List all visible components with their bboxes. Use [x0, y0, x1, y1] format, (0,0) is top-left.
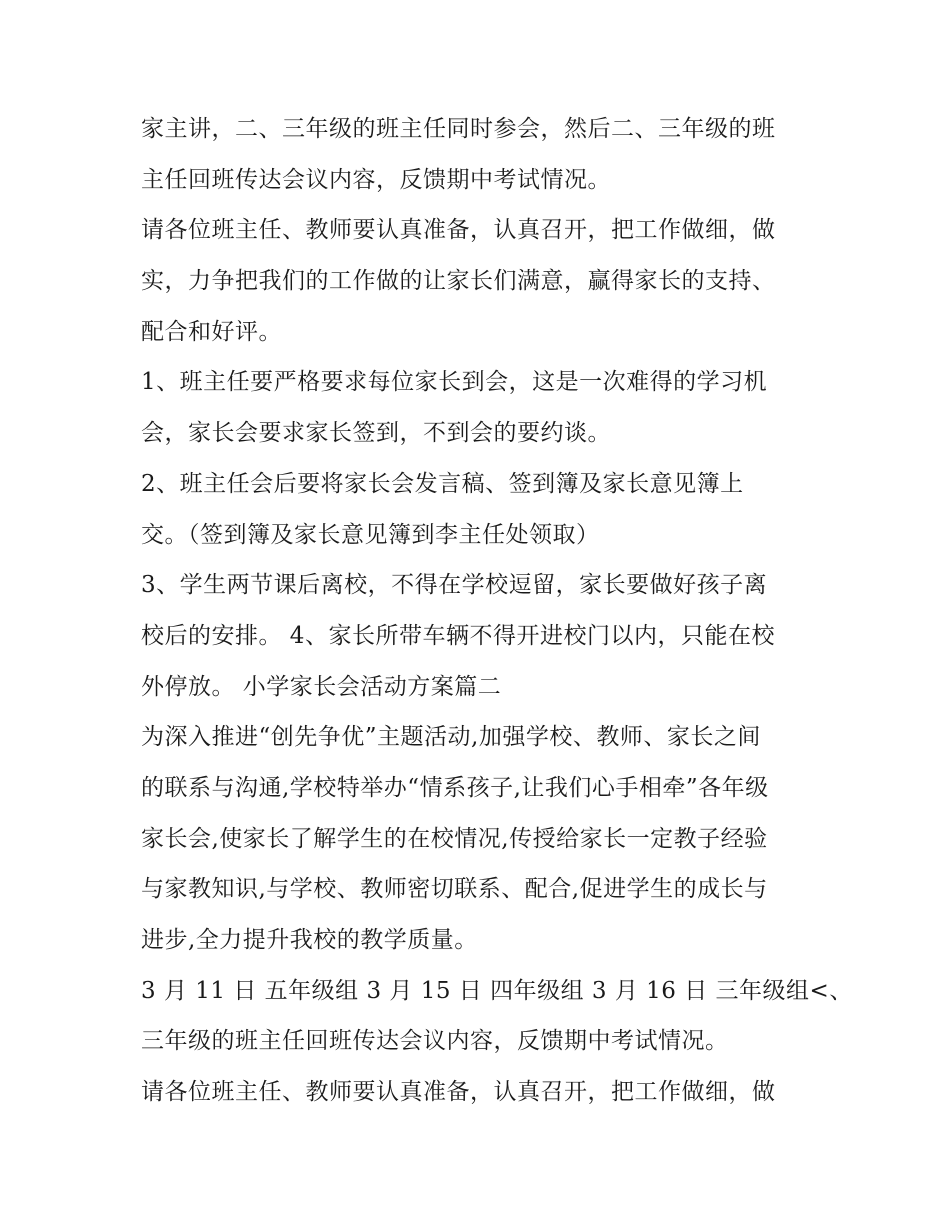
text-line: 主任回班传达会议内容，反馈期中考试情况。 — [141, 166, 611, 193]
text-line: 配合和好评。 — [141, 318, 282, 345]
text-line: 为深入推进“创先争优”主题活动,加强学校、教师、家长之间 — [141, 724, 761, 751]
text-line: 交。（签到簿及家长意见簿到李主任处领取） — [141, 521, 600, 548]
text-line: 2、班主任会后要将家长会发言稿、签到簿及家长意见簿上 — [141, 470, 744, 497]
text-line: 与家教知识,与学校、教师密切联系、配合,促进学生的成长与 — [141, 876, 768, 903]
text-line: 请各位班主任、教师要认真准备，认真召开，把工作做细，做 — [141, 1079, 776, 1106]
text-line: 3、学生两节课后离校，不得在学校逗留，家长要做好孩子离 — [141, 572, 768, 599]
text-line: 的联系与沟通,学校特举办“情系孩子,让我们心手相牵”各年级 — [141, 774, 769, 801]
text-line: 家主讲，二、三年级的班主任同时参会，然后二、三年级的班 — [141, 116, 776, 142]
document-body — [141, 104, 853, 1118]
text-line: 请各位班主任、教师要认真准备，认真召开，把工作做细，做 — [141, 217, 776, 244]
text-line: 家长会,使家长了解学生的在校情况,传授给家长一定教子经验 — [141, 825, 768, 852]
text-line: 外停放。 小学家长会活动方案篇二 — [141, 673, 502, 700]
text-line: 三年级的班主任回班传达会议内容，反馈期中考试情况。 — [141, 1028, 729, 1055]
text-line: 会，家长会要求家长签到，不到会的要约谈。 — [141, 420, 611, 447]
text-line: 校后的安排。 4、家长所带车辆不得开进校门以内，只能在校 — [141, 622, 775, 649]
text-line: 实，力争把我们的工作做的让家长们满意，赢得家长的支持、 — [141, 268, 776, 295]
text-line: 1、班主任要严格要求每位家长到会，这是一次难得的学习机 — [141, 369, 768, 396]
text-line: 3 月 11 日 五年级组 3 月 15 日 四年级组 3 月 16 日 三年级组<、 — [141, 977, 853, 1004]
text-line: 进步,全力提升我校的教学质量。 — [141, 927, 478, 953]
